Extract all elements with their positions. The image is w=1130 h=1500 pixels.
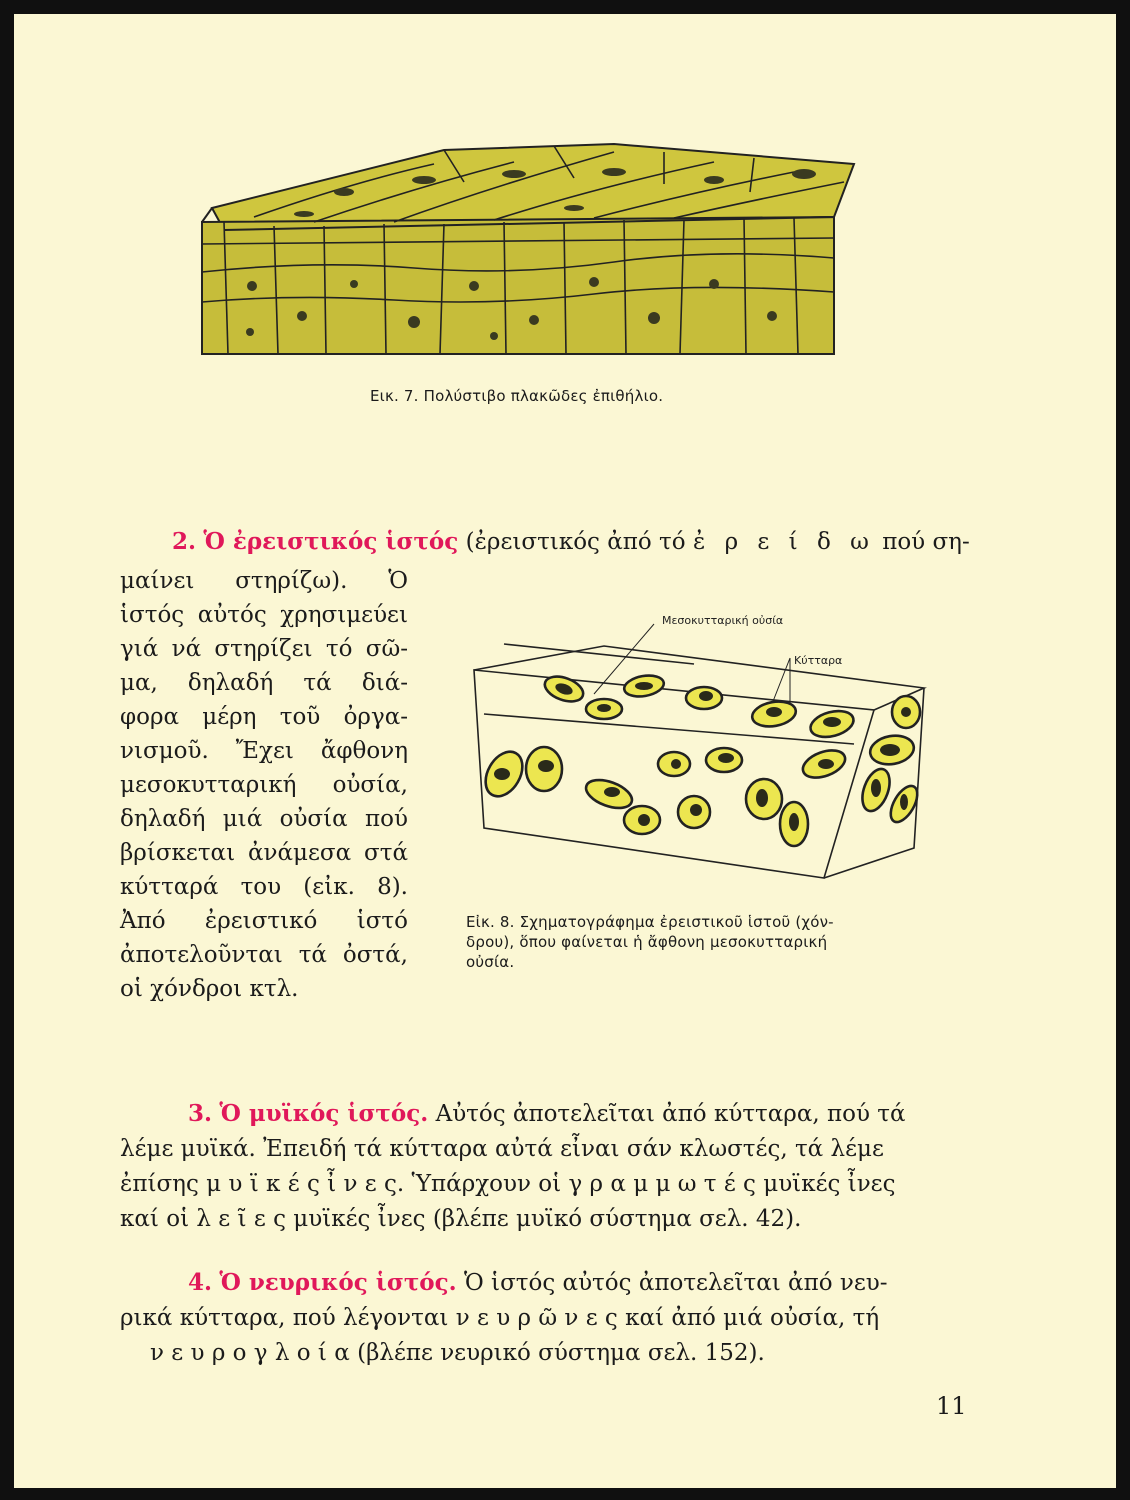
section4-title: Ὁ νευρικός ἱστός. bbox=[219, 1269, 457, 1296]
section2-line: δηλαδή μιά οὐσία πού bbox=[120, 806, 408, 832]
section2-line: μα, δηλαδή τά διά- bbox=[120, 670, 408, 696]
section2-number: 2. bbox=[172, 528, 197, 555]
section2-line: φορα μέρη τοῦ ὀργα- bbox=[120, 704, 408, 730]
section3-number: 3. bbox=[188, 1100, 213, 1127]
section4-line2-b: καί ἀπό μιά οὐσία, τή bbox=[625, 1305, 880, 1331]
section4-spaced2: ν ε υ ρ ο γ λ ο ί α bbox=[150, 1340, 350, 1366]
section3-line3 bbox=[120, 1167, 895, 1201]
section3-line4-a: καί οἱ bbox=[120, 1206, 190, 1232]
figure8-caption-line: δρου), ὅπου φαίνεται ἡ ἄφθονη μεσοκυτταρική bbox=[466, 933, 828, 951]
section2-line: ἀποτελοῦνται τά ὀστά, bbox=[120, 942, 408, 968]
section3-spaced2: γ ρ α μ μ ω τ έ ς bbox=[568, 1171, 756, 1197]
section2-line: οἱ χόνδροι κτλ. bbox=[120, 976, 299, 1002]
section4-number: 4. bbox=[188, 1269, 213, 1296]
figure7-caption: Εικ. 7. Πολύστιβο πλακῶδες ἐπιθήλιο. bbox=[370, 387, 664, 405]
section3-line1 bbox=[188, 1097, 906, 1131]
figure8-caption-line: Εἰκ. 8. Σχηματογράφημα ἐρειστικοῦ ἱστοῦ (χόν- bbox=[466, 913, 834, 931]
page-number: 11 bbox=[936, 1392, 967, 1420]
section3-spaced1: μ υ ϊ κ έ ς ἶ ν ε ς bbox=[206, 1171, 397, 1197]
figure8-caption bbox=[466, 912, 916, 972]
section2-title: Ὁ ἐρειστικός ἱστός bbox=[203, 528, 459, 555]
figure8-label-cells: Κύτταρα bbox=[794, 654, 843, 667]
section4-line3 bbox=[150, 1336, 765, 1370]
section3-line3-c: μυϊκές ἶνες bbox=[763, 1171, 896, 1197]
figure8-label-matrix: Μεσοκυτταρική οὐσία bbox=[662, 614, 784, 627]
section2-line: γιά νά στηρίζει τό σῶ- bbox=[120, 636, 408, 662]
section2-intro-tail: πού ση- bbox=[882, 529, 970, 555]
figure8-caption-line: οὐσία. bbox=[466, 953, 515, 971]
section2-line: Ἀπό ἐρειστικό ἱστό bbox=[120, 908, 408, 934]
figure7-epithelium-drawing bbox=[194, 122, 874, 362]
section2-line: μαίνει στηρίζω). Ὁ bbox=[120, 568, 408, 594]
section4-line3-b: (βλέπε νευρικό σύστημα σελ. 152). bbox=[357, 1340, 765, 1366]
section4-line1-text: Ὁ ἱστός αὐτός ἀποτελεῖται ἀπό νευ- bbox=[463, 1270, 888, 1296]
book-page bbox=[14, 14, 1116, 1488]
section2-heading-line bbox=[172, 525, 970, 559]
section4-line1 bbox=[188, 1266, 888, 1300]
section3-line4 bbox=[120, 1202, 801, 1236]
section3-line3-b: . Ὑπάρχουν οἱ bbox=[396, 1171, 562, 1197]
section2-line: μεσοκυτταρική οὐσία, bbox=[120, 772, 408, 798]
section3-line2: λέμε μυϊκά. Ἐπειδή τά κύτταρα αὐτά εἶναι σάν κλωστές, τά λέμε bbox=[120, 1136, 884, 1162]
section2-line: νισμοῦ. Ἔχει ἄφθονη bbox=[120, 738, 408, 764]
section3-title: Ὁ μυϊκός ἱστός. bbox=[219, 1100, 429, 1127]
section4-spaced1: ν ε υ ρ ῶ ν ε ς bbox=[455, 1305, 618, 1331]
section2-body bbox=[120, 564, 408, 1006]
section2-line: ἱστός αὐτός χρησιμεύει bbox=[120, 602, 408, 628]
section2-line: κύτταρά του (εἰκ. 8). bbox=[120, 874, 408, 900]
section3-line1-text: Αὐτός ἀποτελεῖται ἀπό κύτταρα, πού τά bbox=[435, 1101, 906, 1127]
section3-spaced3: λ ε ῖ ε ς bbox=[196, 1206, 286, 1232]
section2-line: βρίσκεται ἀνάμεσα στά bbox=[120, 840, 408, 866]
section4-line2 bbox=[120, 1301, 879, 1335]
figure8-cartilage-drawing bbox=[444, 594, 944, 894]
section2-spaced-word: ἐ ρ ε ί δ ω bbox=[692, 529, 875, 555]
section2-intro: (ἐρειστικός ἀπό τό bbox=[465, 529, 686, 555]
section3-line4-b: μυϊκές ἶνες (βλέπε μυϊκό σύστημα σελ. 42). bbox=[293, 1206, 802, 1232]
section4-line2-a: ρικά κύτταρα, πού λέγονται bbox=[120, 1305, 449, 1331]
section3-line3-a: ἐπίσης bbox=[120, 1171, 199, 1197]
